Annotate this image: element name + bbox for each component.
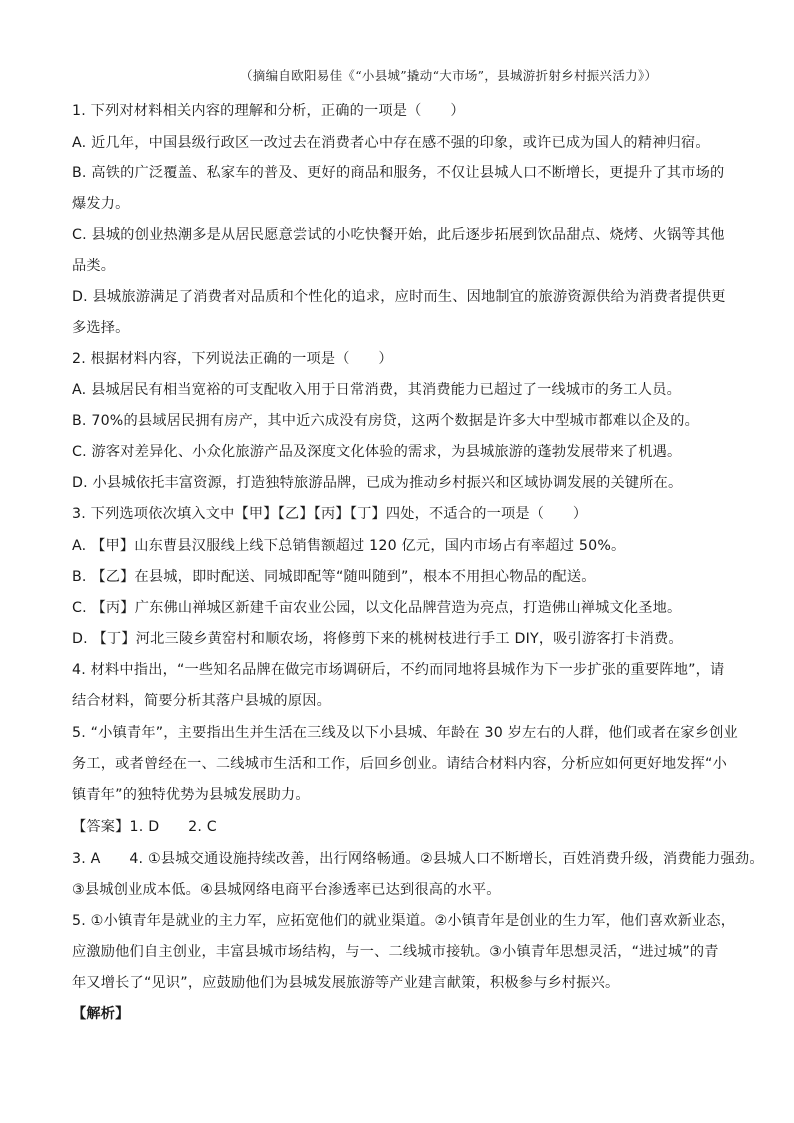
question-1-option-b: B. 高铁的广泛覆盖、私家车的普及、更好的商品和服务，不仅让县城人口不断增长，更提升了其市场的 (72, 165, 725, 181)
question-1-option-c-cont: 品类。 (72, 258, 116, 274)
question-3-stem: 3. 下列选项依次填入文中【甲】【乙】【丙】【丁】四处，不适合的一项是（ ） (72, 506, 588, 522)
answer-heading: 【答案】1. D 2. C (72, 819, 217, 835)
question-2-stem: 2. 根据材料内容，下列说法正确的一项是（ ） (72, 351, 393, 367)
question-1-option-d: D. 县城旅游满足了消费者对品质和个性化的追求，应时而生、因地制宜的旅游资源供给为消费者提供更 (72, 289, 726, 305)
question-4-stem: 4. 材料中指出，“一些知名品牌在做完市场调研后，不约而同地将县城作为下一步扩张的重要阵地”，请 (72, 662, 725, 678)
answer-5: 5. ①小镇青年是就业的主力军，应拓宽他们的就业渠道。②小镇青年是创业的生力军，他们喜欢新业态， (72, 913, 736, 929)
question-2-option-a: A. 县城居民有相当宽裕的可支配收入用于日常消费，其消费能力已超过了一线城市的务工人员。 (72, 382, 681, 398)
answer-3-4: 3. A 4. ①县城交通设施持续改善，出行网络畅通。②县城人口不断增长，百姓消费升级，消费能力强劲。 (72, 851, 764, 867)
question-5-stem-cont-2: 镇青年”的独特优势为县城发展助力。 (72, 787, 310, 803)
question-1-option-b-cont: 爆发力。 (72, 196, 130, 212)
question-1-stem: 1. 下列对材料相关内容的理解和分析，正确的一项是（ ） (72, 103, 465, 119)
answer-5-cont-2: 年又增长了“见识”，应鼓励他们为县城发展旅游等产业建言献策，积极参与乡村振兴。 (72, 975, 620, 991)
question-2-option-c: C. 游客对差异化、小众化旅游产品及深度文化体验的需求，为县城旅游的蓬勃发展带来了机遇。 (72, 444, 682, 460)
question-5-stem-cont-1: 务工，或者曾经在一、二线城市生活和工作，后回乡创业。请结合材料内容，分析应如何更好地发挥“小 (72, 756, 727, 772)
question-1-option-d-cont: 多选择。 (72, 320, 130, 336)
question-4-stem-cont: 结合材料，简要分析其落户县城的原因。 (72, 693, 331, 709)
answer-5-cont-1: 应激励他们自主创业，丰富县城市场结构，与一、二线城市接轨。③小镇青年思想灵活，“进过城”的青 (72, 944, 719, 960)
question-2-option-d: D. 小县城依托丰富资源，打造独特旅游品牌，已成为推动乡村振兴和区域协调发展的关键所在。 (72, 475, 683, 491)
question-3-option-c: C. 【丙】广东佛山禅城区新建千亩农业公园，以文化品牌营造为亮点，打造佛山禅城文化圣地。 (72, 600, 682, 616)
analysis-heading: 【解析】 (72, 1006, 130, 1022)
question-3-option-d: D. 【丁】河北三陵乡黄窑村和顺农场，将修剪下来的桃树枝进行手工 DIY，吸引游客打卡消费。 (72, 631, 683, 647)
answer-4-cont: ③县城创业成本低。④县城网络电商平台渗透率已达到很高的水平。 (72, 882, 501, 898)
question-2-option-b: B. 70%的县域居民拥有房产，其中近六成没有房贷，这两个数据是许多大中型城市都难以企及的。 (72, 413, 699, 429)
source-citation: （摘编自欧阳易佳《“小县城”撬动“大市场”，县城游折射乡村振兴活力》） (240, 68, 658, 83)
question-1-option-c: C. 县城的创业热潮多是从居民愿意尝试的小吃快餐开始，此后逐步拓展到饮品甜点、烧烤、火锅等其他 (72, 227, 725, 243)
question-5-stem: 5. “小镇青年”，主要指出生并生活在三线及以下小县城、年龄在 30 岁左右的人群，他们或者在家乡创业 (72, 725, 738, 741)
question-3-option-b: B. 【乙】在县城，即时配送、同城即配等“随叫随到”，根本不用担心物品的配送。 (72, 569, 596, 585)
question-3-option-a: A. 【甲】山东曹县汉服线上线下总销售额超过 120 亿元，国内市场占有率超过 50%。 (72, 538, 626, 554)
question-1-option-a: A. 近几年，中国县级行政区一改过去在消费者心中存在感不强的印象，或许已成为国人的精神归宿。 (72, 135, 710, 151)
